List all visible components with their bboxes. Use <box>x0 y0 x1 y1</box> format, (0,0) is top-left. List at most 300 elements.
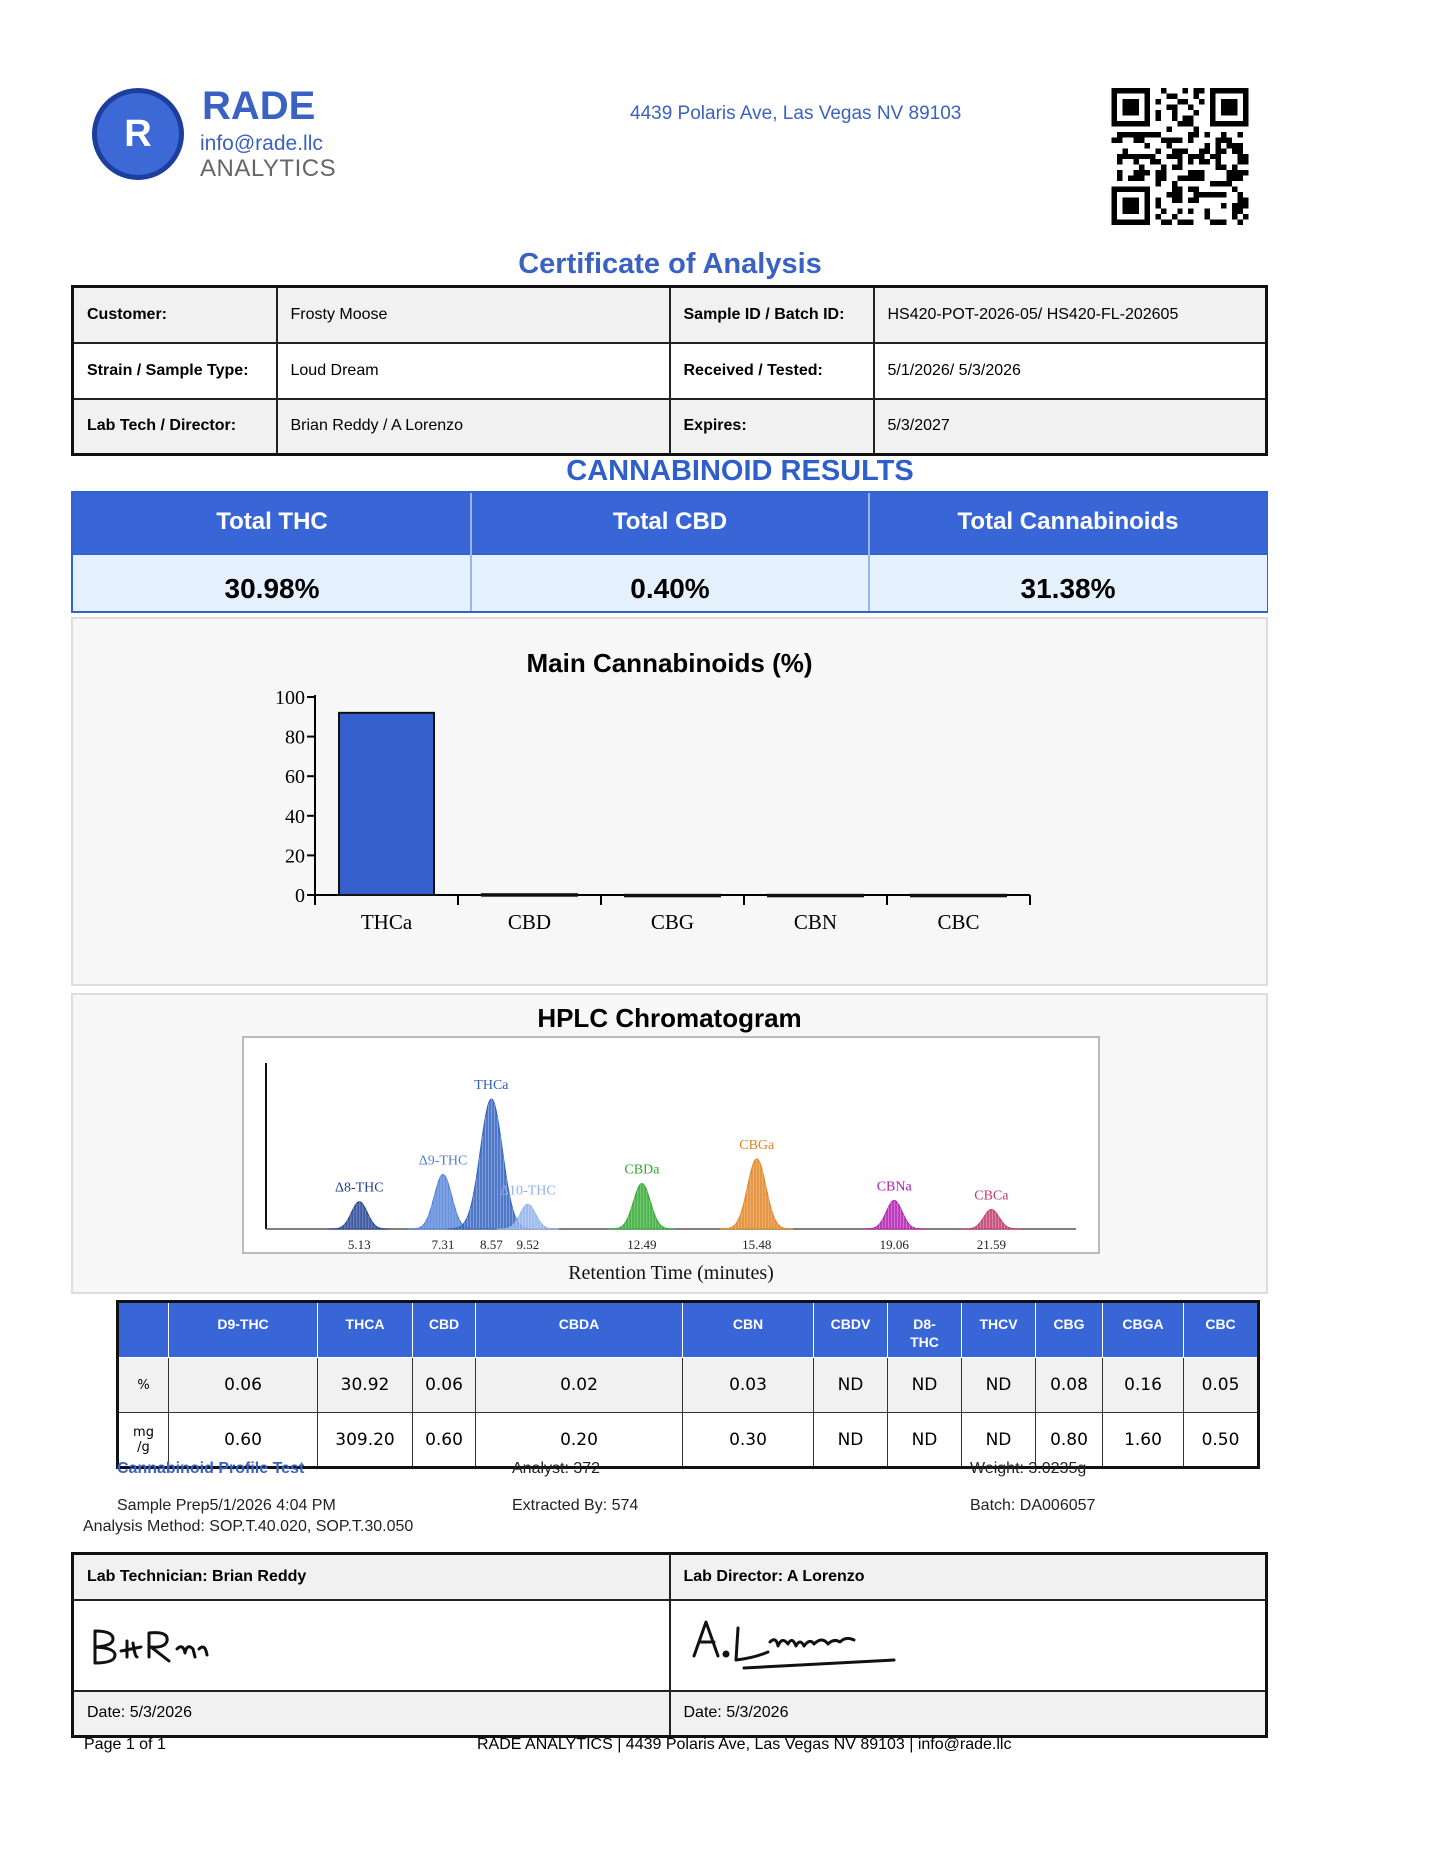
qr-module <box>1221 181 1226 186</box>
customer-label: Customer: <box>73 287 277 343</box>
qr-module <box>1117 170 1122 175</box>
qr-module <box>1221 203 1226 208</box>
qr-module <box>1221 148 1226 153</box>
qr-module <box>1122 132 1127 137</box>
peak-label: Δ10-THC <box>500 1183 556 1199</box>
qr-module <box>1172 198 1177 203</box>
x-tick-label: CBC <box>937 910 980 934</box>
peak-label: CBCa <box>974 1188 1009 1204</box>
qr-module <box>1155 115 1160 120</box>
qr-module <box>1205 214 1210 219</box>
column-header: CBN <box>683 1302 814 1358</box>
qr-module <box>1177 198 1182 203</box>
y-tick-label: 100 <box>275 687 305 709</box>
y-tick-label: 60 <box>285 766 305 789</box>
qr-module <box>1177 148 1182 153</box>
totals-panel <box>71 491 1268 613</box>
qr-module <box>1221 165 1226 170</box>
column-header: D9-THC <box>169 1302 318 1358</box>
qr-module <box>1172 154 1177 159</box>
qr-module <box>1238 209 1243 214</box>
qr-module <box>1188 115 1193 120</box>
peak-label: THCa <box>474 1078 509 1093</box>
column-header: D8- THC <box>888 1302 962 1358</box>
qr-module <box>1238 203 1243 208</box>
total-cbd <box>471 493 869 611</box>
column-header: CBD <box>413 1302 476 1358</box>
qr-module <box>1177 176 1182 181</box>
total-thc <box>73 493 471 611</box>
value-cell: 0.50 <box>1184 1413 1259 1468</box>
qr-module <box>1232 203 1237 208</box>
qr-module <box>1133 159 1138 164</box>
qr-module <box>1243 159 1248 164</box>
qr-module <box>1205 143 1210 148</box>
qr-module <box>1155 198 1160 203</box>
received-value: 5/1/2026/ 5/3/2026 <box>874 343 1267 399</box>
qr-module <box>1166 93 1171 98</box>
qr-module <box>1188 220 1193 225</box>
qr-module <box>1199 170 1204 175</box>
retention-time-label: 5.13 <box>347 1237 371 1252</box>
qr-module <box>1194 93 1199 98</box>
qr-module <box>1216 154 1221 159</box>
value-cell: 0.30 <box>683 1413 814 1468</box>
total-cannabinoids <box>869 493 1267 611</box>
qr-module <box>1232 143 1237 148</box>
qr-module <box>1161 176 1166 181</box>
qr-module <box>1227 181 1232 186</box>
peak-label: Δ9-THC <box>418 1153 468 1169</box>
qr-module <box>1161 88 1166 93</box>
strain-value: Loud Dream <box>277 343 670 399</box>
value-cell: 0.60 <box>413 1413 476 1468</box>
qr-module <box>1227 143 1232 148</box>
bar-cbc <box>911 895 1006 897</box>
qr-module <box>1155 99 1160 104</box>
qr-module <box>1128 176 1133 181</box>
qr-module <box>1183 115 1188 120</box>
qr-module <box>1188 209 1193 214</box>
main-cannabinoids-chart-panel <box>71 617 1268 986</box>
qr-module <box>1161 209 1166 214</box>
expires-label: Expires: <box>670 399 874 455</box>
column-header: CBG <box>1036 1302 1103 1358</box>
value-cell: ND <box>888 1358 962 1413</box>
qr-module <box>1199 192 1204 197</box>
qr-module <box>1172 137 1177 142</box>
qr-module <box>1188 154 1193 159</box>
qr-finder-core <box>1122 198 1138 214</box>
qr-module <box>1188 159 1193 164</box>
qr-module <box>1188 170 1193 175</box>
qr-module <box>1122 148 1127 153</box>
sample-id-label: Sample ID / Batch ID: <box>670 287 874 343</box>
qr-module <box>1194 110 1199 115</box>
labtech-value: Brian Reddy / A Lorenzo <box>277 399 670 455</box>
strain-label: Strain / Sample Type: <box>73 343 277 399</box>
qr-module <box>1194 154 1199 159</box>
qr-module <box>1205 132 1210 137</box>
column-header: CBGA <box>1103 1302 1184 1358</box>
qr-module <box>1177 137 1182 142</box>
qr-module <box>1243 170 1248 175</box>
value-cell: 309.20 <box>318 1413 413 1468</box>
hplc-chromatogram <box>73 995 1266 1292</box>
tech-signature-cell <box>73 1600 670 1691</box>
column-header: THCV <box>962 1302 1036 1358</box>
qr-module <box>1177 209 1182 214</box>
qr-module <box>1232 214 1237 219</box>
info-row <box>73 343 1267 399</box>
qr-module <box>1221 137 1226 142</box>
logo-letter: R <box>124 112 152 155</box>
qr-module <box>1188 137 1193 142</box>
qr-module <box>1155 181 1160 186</box>
sample-prep: Sample Prep5/1/2026 4:04 PM <box>117 1497 336 1514</box>
qr-module <box>1166 104 1171 109</box>
analyst: Analyst: 372 <box>512 1460 601 1477</box>
director-signature-cell <box>670 1600 1267 1691</box>
qr-module <box>1166 192 1171 197</box>
qr-module <box>1128 132 1133 137</box>
qr-module <box>1238 170 1243 175</box>
qr-module <box>1194 192 1199 197</box>
qr-module <box>1172 110 1177 115</box>
qr-module <box>1133 137 1138 142</box>
qr-module <box>1238 159 1243 164</box>
total-cbd-value: 0.40% <box>471 553 869 611</box>
total-cbd-label: Total CBD <box>471 493 869 553</box>
info-row <box>73 287 1267 343</box>
qr-module <box>1188 176 1193 181</box>
total-cannabinoids-label: Total Cannabinoids <box>869 493 1267 553</box>
qr-module <box>1177 99 1182 104</box>
qr-module <box>1216 148 1221 153</box>
certificate-title: Certificate of Analysis <box>518 248 822 280</box>
qr-module <box>1216 143 1221 148</box>
x-axis-label: Retention Time (minutes) <box>568 1262 774 1284</box>
qr-module <box>1221 132 1226 137</box>
qr-module <box>1177 121 1182 126</box>
qr-module <box>1232 170 1237 175</box>
qr-module <box>1188 104 1193 109</box>
qr-module <box>1139 165 1144 170</box>
qr-module <box>1216 220 1221 225</box>
received-label: Received / Tested: <box>670 343 874 399</box>
qr-module <box>1232 187 1237 192</box>
signature-date-row <box>73 1691 1267 1737</box>
qr-module <box>1210 154 1215 159</box>
info-row <box>73 399 1267 455</box>
qr-module <box>1172 115 1177 120</box>
qr-module <box>1238 143 1243 148</box>
value-cell: ND <box>962 1413 1036 1468</box>
qr-module <box>1172 187 1177 192</box>
qr-module <box>1133 132 1138 137</box>
qr-module <box>1161 170 1166 175</box>
qr-module <box>1117 132 1122 137</box>
qr-module <box>1199 176 1204 181</box>
qr-module <box>1238 132 1243 137</box>
y-tick-label: 20 <box>285 845 305 868</box>
qr-module <box>1183 99 1188 104</box>
signature-row <box>73 1600 1267 1691</box>
value-cell: 0.08 <box>1036 1358 1103 1413</box>
bar-cbg <box>625 895 720 897</box>
unit-column-header <box>118 1302 169 1358</box>
x-tick-label: CBD <box>507 910 552 934</box>
qr-module <box>1172 192 1177 197</box>
value-cell: 30.92 <box>318 1358 413 1413</box>
qr-module <box>1227 137 1232 142</box>
qr-module <box>1177 154 1182 159</box>
qr-module <box>1243 203 1248 208</box>
cannabinoid-data-table <box>116 1300 1260 1469</box>
qr-module <box>1172 214 1177 219</box>
qr-module <box>1144 154 1149 159</box>
qr-module <box>1150 159 1155 164</box>
bar-thca <box>339 713 434 895</box>
qr-module <box>1243 214 1248 219</box>
analysis-method: Analysis Method: SOP.T.40.020, SOP.T.30.050 <box>83 1518 414 1535</box>
qr-module <box>1216 137 1221 142</box>
value-cell: 0.16 <box>1103 1358 1184 1413</box>
qr-module <box>1177 220 1182 225</box>
value-cell: ND <box>814 1413 888 1468</box>
qr-module <box>1199 159 1204 164</box>
qr-module <box>1232 176 1237 181</box>
results-title: CANNABINOID RESULTS <box>566 455 914 487</box>
qr-module <box>1199 88 1204 93</box>
hplc-chart-panel <box>71 993 1268 1294</box>
y-tick-label: 80 <box>285 726 305 749</box>
retention-time-label: 8.57 <box>480 1237 503 1252</box>
column-header: CBC <box>1184 1302 1259 1358</box>
qr-module <box>1150 132 1155 137</box>
y-tick-label: 0 <box>295 885 305 907</box>
qr-module <box>1117 176 1122 181</box>
labtech-label: Lab Tech / Director: <box>73 399 277 455</box>
bar-chart-title: Main Cannabinoids (%) <box>526 648 813 678</box>
qr-module <box>1166 143 1171 148</box>
qr-module <box>1144 170 1149 175</box>
qr-module <box>1139 170 1144 175</box>
qr-module <box>1139 176 1144 181</box>
qr-module <box>1232 165 1237 170</box>
qr-finder-core <box>1221 99 1237 115</box>
qr-module <box>1188 187 1193 192</box>
qr-module <box>1150 154 1155 159</box>
retention-time-label: 15.48 <box>742 1237 772 1252</box>
batch: Batch: DA006057 <box>970 1497 1096 1514</box>
qr-module <box>1238 176 1243 181</box>
brand-name: RADE <box>202 84 316 128</box>
column-header: THCA <box>318 1302 413 1358</box>
qr-module <box>1144 132 1149 137</box>
footer-text: RADE ANALYTICS | 4439 Polaris Ave, Las Vegas NV 89103 | info@rade.llc <box>477 1736 1012 1753</box>
qr-module <box>1238 220 1243 225</box>
value-cell: 0.06 <box>413 1358 476 1413</box>
profile-test-label: Cannabinoid Profile Test <box>117 1460 305 1477</box>
qr-module <box>1177 187 1182 192</box>
value-cell: 0.06 <box>169 1358 318 1413</box>
qr-module <box>1221 220 1226 225</box>
bar-cbd <box>482 894 577 896</box>
unit-cell: mg /g <box>118 1413 169 1468</box>
qr-module <box>1199 99 1204 104</box>
qr-module <box>1133 176 1138 181</box>
customer-value: Frosty Moose <box>277 287 670 343</box>
qr-module <box>1183 148 1188 153</box>
qr-module <box>1117 137 1122 142</box>
value-cell: 0.02 <box>476 1358 683 1413</box>
retention-time-label: 19.06 <box>879 1237 909 1252</box>
qr-module <box>1194 126 1199 131</box>
total-cannabinoids-value: 31.38% <box>869 553 1267 611</box>
sample-id-value: HS420-POT-2026-05/ HS420-FL-202605 <box>874 287 1267 343</box>
qr-module <box>1216 165 1221 170</box>
peak-label: Δ8-THC <box>334 1180 384 1196</box>
qr-module <box>1155 170 1160 175</box>
lab-director-label: Lab Director: A Lorenzo <box>670 1554 1267 1600</box>
qr-module <box>1133 170 1138 175</box>
value-cell: 1.60 <box>1103 1413 1184 1468</box>
qr-module <box>1238 154 1243 159</box>
qr-module <box>1155 176 1160 181</box>
sample-info-table <box>71 285 1268 456</box>
qr-module <box>1155 203 1160 208</box>
qr-module <box>1122 154 1127 159</box>
qr-module <box>1144 143 1149 148</box>
qr-module <box>1155 110 1160 115</box>
qr-module <box>1172 181 1177 186</box>
qr-finder-core <box>1122 99 1138 115</box>
qr-module <box>1205 192 1210 197</box>
qr-module <box>1177 192 1182 197</box>
qr-module <box>1117 159 1122 164</box>
director-date: Date: 5/3/2026 <box>670 1691 1267 1737</box>
qr-module <box>1166 126 1171 131</box>
value-cell: 0.03 <box>683 1358 814 1413</box>
hplc-chart-title: HPLC Chromatogram <box>537 1003 802 1033</box>
peak-label: CBGa <box>739 1137 775 1153</box>
value-cell: 0.20 <box>476 1413 683 1468</box>
divider <box>868 493 870 611</box>
bar-chart <box>73 619 1266 984</box>
table-row <box>118 1358 1259 1413</box>
column-header: CBDV <box>814 1302 888 1358</box>
tech-date: Date: 5/3/2026 <box>73 1691 670 1737</box>
qr-module <box>1112 137 1117 142</box>
peak-label: CBNa <box>876 1179 912 1195</box>
weight: Weight: 3.0235g <box>970 1460 1087 1477</box>
expires-value: 5/3/2027 <box>874 399 1267 455</box>
value-cell: ND <box>888 1413 962 1468</box>
value-cell: 0.05 <box>1184 1358 1259 1413</box>
qr-module <box>1188 198 1193 203</box>
qr-module <box>1177 165 1182 170</box>
qr-module <box>1161 165 1166 170</box>
qr-module <box>1238 198 1243 203</box>
qr-module <box>1166 137 1171 142</box>
qr-module <box>1210 192 1215 197</box>
signature-header-row <box>73 1554 1267 1600</box>
x-tick-label: CBN <box>793 910 838 934</box>
table-header-row <box>118 1302 1259 1358</box>
retention-time-label: 21.59 <box>976 1237 1007 1252</box>
qr-module <box>1172 104 1177 109</box>
qr-module <box>1117 154 1122 159</box>
qr-module <box>1133 154 1138 159</box>
qr-module <box>1155 214 1160 219</box>
qr-module <box>1161 220 1166 225</box>
qr-module <box>1199 148 1204 153</box>
qr-module <box>1139 132 1144 137</box>
qr-module <box>1161 137 1166 142</box>
lab-technician-label: Lab Technician: Brian Reddy <box>73 1554 670 1600</box>
qr-module <box>1205 159 1210 164</box>
bar-cbn <box>768 895 863 897</box>
qr-module <box>1238 192 1243 197</box>
total-thc-label: Total THC <box>73 493 471 553</box>
signature-table <box>71 1552 1268 1738</box>
logo <box>92 88 184 180</box>
qr-module <box>1183 176 1188 181</box>
qr-module <box>1128 154 1133 159</box>
qr-module <box>1194 187 1199 192</box>
value-cell: ND <box>962 1358 1036 1413</box>
qr-module <box>1199 154 1204 159</box>
qr-module <box>1205 209 1210 214</box>
qr-module <box>1183 121 1188 126</box>
value-cell: 0.60 <box>169 1413 318 1468</box>
qr-module <box>1227 176 1232 181</box>
qr-module <box>1183 220 1188 225</box>
qr-module <box>1172 148 1177 153</box>
qr-module <box>1183 88 1188 93</box>
qr-module <box>1155 148 1160 153</box>
qr-module <box>1205 148 1210 153</box>
y-tick-label: 40 <box>285 805 305 828</box>
x-tick-label: THCa <box>360 910 413 934</box>
extracted-by: Extracted By: 574 <box>512 1497 639 1514</box>
value-cell: ND <box>814 1358 888 1413</box>
qr-module <box>1194 132 1199 137</box>
retention-time-label: 7.31 <box>431 1237 455 1252</box>
qr-module <box>1194 198 1199 203</box>
qr-module <box>1155 132 1160 137</box>
x-tick-label: CBG <box>650 910 695 934</box>
unit-cell: % <box>118 1358 169 1413</box>
retention-time-label: 12.49 <box>627 1237 657 1252</box>
director-signature <box>684 1608 924 1678</box>
qr-module <box>1194 170 1199 175</box>
qr-module <box>1232 209 1237 214</box>
qr-module <box>1216 192 1221 197</box>
qr-module <box>1194 88 1199 93</box>
header-address: 4439 Polaris Ave, Las Vegas NV 89103 <box>630 103 962 124</box>
qr-module <box>1238 148 1243 153</box>
brand-email: info@rade.llc <box>200 132 323 155</box>
tech-signature <box>87 1613 247 1673</box>
qr-module <box>1172 165 1177 170</box>
qr-module <box>1243 154 1248 159</box>
total-thc-value: 30.98% <box>73 553 471 611</box>
qr-module <box>1177 159 1182 164</box>
qr-module <box>1232 148 1237 153</box>
qr-module <box>1166 220 1171 225</box>
